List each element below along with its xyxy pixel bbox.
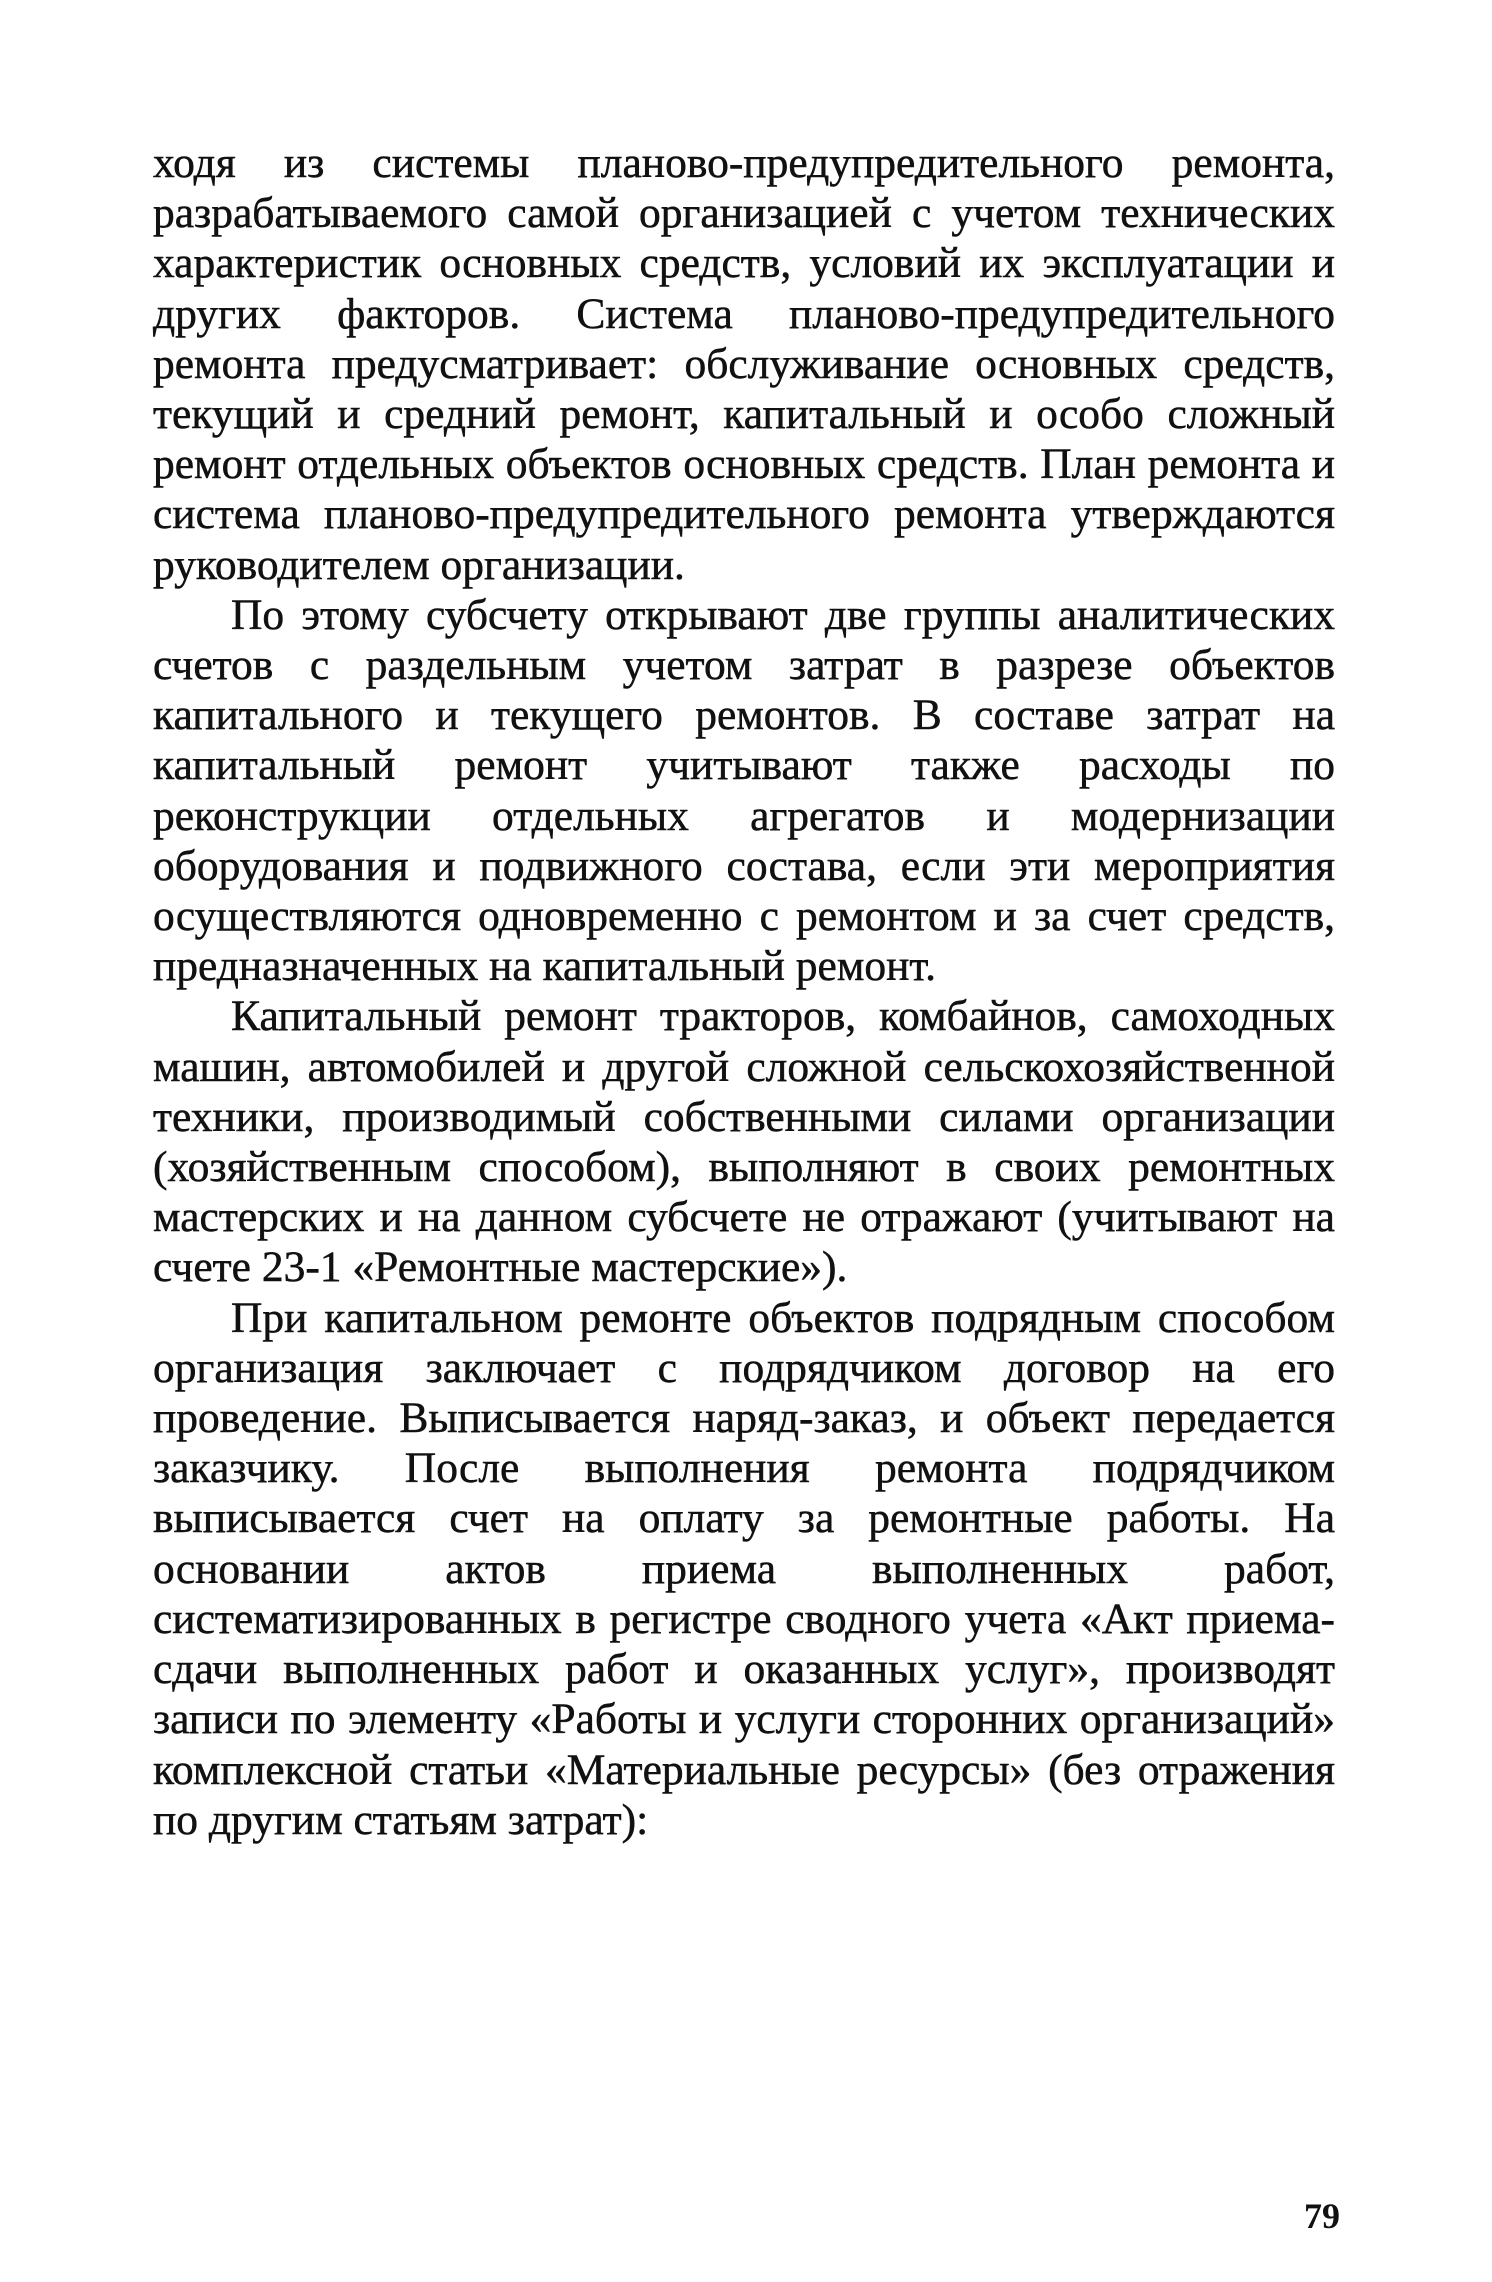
paragraph-continuation: ходя из системы планово-предупредительного ремонта, разрабатываемого самой организацией с учетом технических характеристик основных средств, условий их эксплуатации и других факторов. Система планово-предупредительного ремонта предусматривает: обслуживание основных средств, текущий и средний ремонт, капитальный и особо сложный ремонт отдельных объектов основных средств. План ремонта и система планово-предупредительного ремонта утверждаются руководителем организации. bbox=[153, 139, 1335, 589]
paragraph-analytical-accounts: По этому субсчету открывают две группы аналитических счетов с раздельным учетом затрат в разрезе объектов капитального и текущего ремонтов. В составе затрат на капитальный ремонт учитывают также расходы по реконструкции отдельных агрегатов и модернизации оборудования и подвижного состава, если эти мероприятия осуществляются одновременно с ремонтом и за счет средств, предназначенных на капитальный ремонт. bbox=[153, 590, 1335, 991]
body-text bbox=[153, 138, 1335, 1845]
page-number: 79 bbox=[1304, 2196, 1340, 2236]
paragraph-contract-repair: При капитальном ремонте объектов подрядным способом организация заключает с подрядчиком договор на его проведение. Выписывается наряд-заказ, и объект передается заказчику. После выполнения ремонта подрядчиком выписывается счет на оплату за ремонтные работы. На основании актов приема выполненных работ, систематизированных в регистре сводного учета «Акт приема-сдачи выполненных работ и оказанных услуг», производят записи по элементу «Работы и услуги сторонних организаций» комплексной статьи «Материальные ресурсы» (без отражения по другим статьям затрат): bbox=[153, 1293, 1335, 1844]
paragraph-own-repair: Капитальный ремонт тракторов, комбайнов, самоходных машин, автомобилей и другой сложной сельскохозяйственной техники, производимый собственными силами организации (хозяйственным способом), выполняют в своих ремонтных мастерских и на данном субсчете не отражают (учитывают на счете 23-1 «Ремонтные мастерские»). bbox=[153, 992, 1335, 1292]
